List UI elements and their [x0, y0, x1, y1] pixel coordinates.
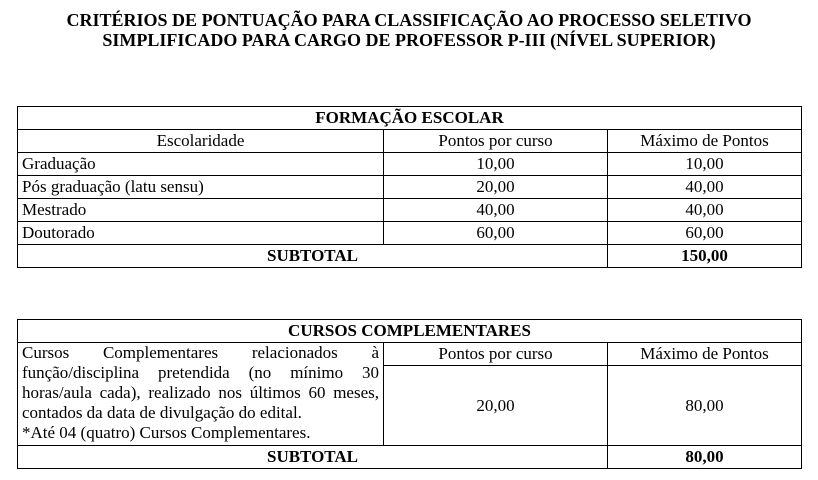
column-header-row	[18, 130, 802, 153]
subtotal-value: 80,00	[608, 446, 802, 469]
cursos-note: *Até 04 (quatro) Cursos Complementares.	[22, 423, 311, 442]
table-row	[18, 153, 802, 176]
document-title	[0, 10, 818, 50]
cursos-description: Cursos Complementares relacionados à função/disciplina pretendida (no mínimo 30 horas/aula cada), realizado nos últimos 60 meses, contados da data de divulgação do edital.	[22, 343, 379, 422]
row-label: Graduação	[18, 153, 384, 176]
row-label: Doutorado	[18, 222, 384, 245]
cursos-maximo: 80,00	[608, 366, 802, 446]
formacao-heading: FORMAÇÃO ESCOLAR	[18, 107, 802, 130]
table-row	[18, 199, 802, 222]
col-maximo-de-pontos: Máximo de Pontos	[608, 343, 802, 366]
subtotal-row	[18, 245, 802, 268]
subtotal-value: 150,00	[608, 245, 802, 268]
formacao-escolar-table	[17, 106, 802, 268]
col-pontos-por-curso: Pontos por curso	[384, 130, 608, 153]
row-pontos: 10,00	[384, 153, 608, 176]
cursos-heading: CURSOS COMPLEMENTARES	[18, 320, 802, 343]
row-maximo: 40,00	[608, 199, 802, 222]
col-maximo-de-pontos: Máximo de Pontos	[608, 130, 802, 153]
subtotal-label: SUBTOTAL	[18, 245, 608, 268]
cursos-description-cell	[18, 343, 384, 446]
row-maximo: 40,00	[608, 176, 802, 199]
title-line-2: SIMPLIFICADO PARA CARGO DE PROFESSOR P-III (NÍVEL SUPERIOR)	[102, 30, 716, 50]
row-pontos: 60,00	[384, 222, 608, 245]
table-row	[18, 222, 802, 245]
table-header-row	[18, 107, 802, 130]
row-maximo: 10,00	[608, 153, 802, 176]
row-maximo: 60,00	[608, 222, 802, 245]
col-pontos-por-curso: Pontos por curso	[384, 343, 608, 366]
cursos-complementares-table	[17, 319, 802, 469]
subtotal-label: SUBTOTAL	[18, 446, 608, 469]
col-escolaridade: Escolaridade	[18, 130, 384, 153]
row-label: Mestrado	[18, 199, 384, 222]
subtotal-row	[18, 446, 802, 469]
table-header-row	[18, 320, 802, 343]
row-label: Pós graduação (latu sensu)	[18, 176, 384, 199]
column-header-row	[18, 343, 802, 366]
title-line-1: CRITÉRIOS DE PONTUAÇÃO PARA CLASSIFICAÇÃO AO PROCESSO SELETIVO	[66, 10, 752, 30]
cursos-pontos: 20,00	[384, 366, 608, 446]
row-pontos: 20,00	[384, 176, 608, 199]
row-pontos: 40,00	[384, 199, 608, 222]
table-row	[18, 176, 802, 199]
